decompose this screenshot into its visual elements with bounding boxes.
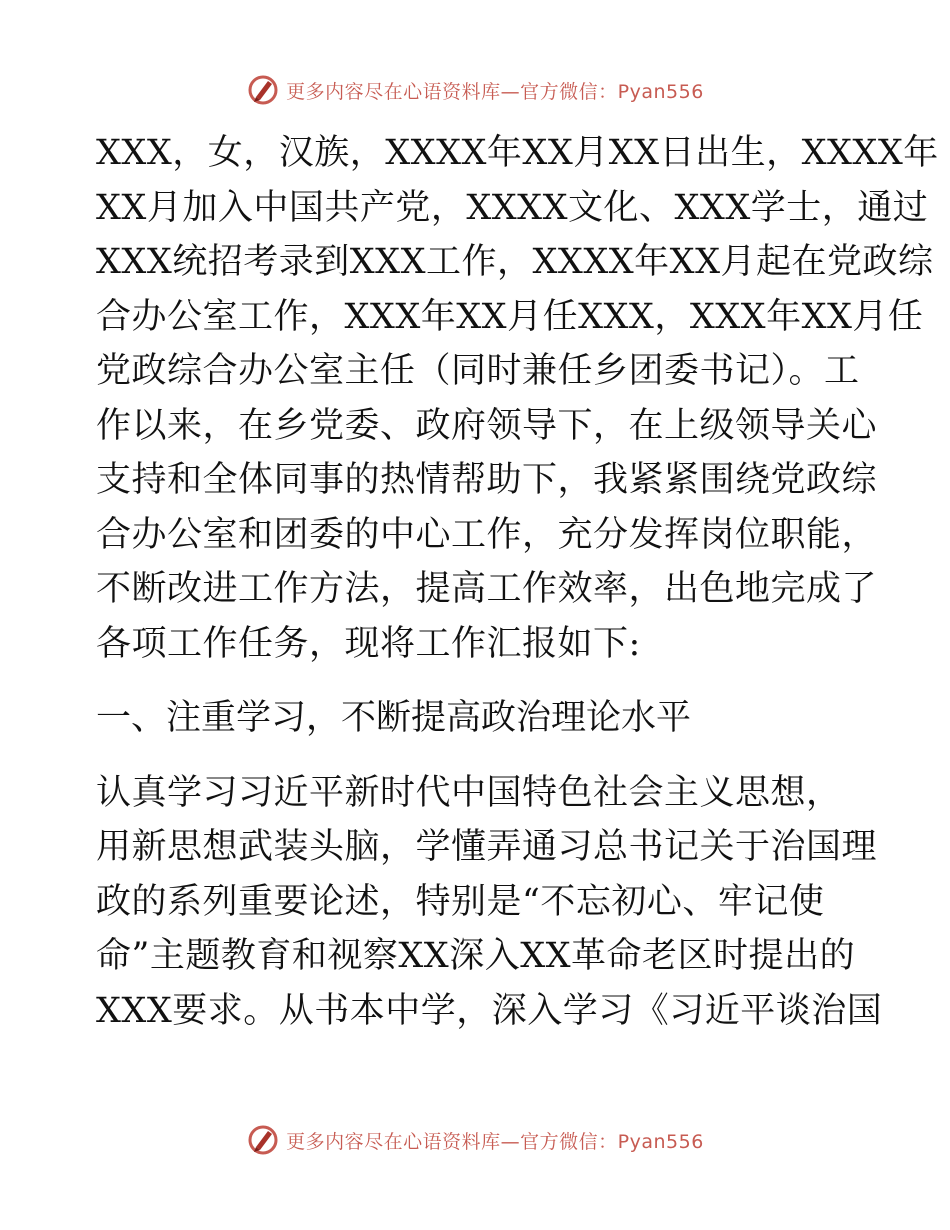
paragraph-study <box>96 766 883 1039</box>
text-line: 作以来，在乡党委、政府领导下，在上级领导关心 <box>96 405 878 446</box>
pen-logo-icon <box>246 73 280 107</box>
watermark-text: 更多内容尽在心语资料库—官方微信：Pyan556 <box>286 1130 704 1153</box>
document-body <box>96 126 939 1038</box>
text-line: 不断改进工作方法，提高工作效率，出色地完成了 <box>96 569 878 609</box>
watermark-text: 更多内容尽在心语资料库—官方微信：Pyan556 <box>286 80 704 103</box>
text-line: 用新思想武装头脑，学懂弄通习总书记关于治国理 <box>96 827 878 867</box>
text-line: 认真学习习近平新时代中国特色社会主义思想， <box>96 772 842 813</box>
text-line: 合办公室和团委的中心工作，充分发挥岗位职能， <box>96 514 878 555</box>
paragraph-intro <box>96 126 939 671</box>
text-line: 党政综合办公室主任（同时兼任乡团委书记）。工 <box>96 351 860 391</box>
text-line: 合办公室工作，XXX年XX月任XXX，XXX年XX月任 <box>96 296 924 337</box>
text-line: XXX要求。从书本中学，深入学习《习近平谈治国 <box>96 990 883 1031</box>
footer-watermark-banner <box>0 1120 950 1160</box>
text-line: XX月加入中国共产党，XXXX文化、XXX学士，通过 <box>96 187 929 228</box>
text-line: XXX统招考录到XXX工作，XXXX年XX月起在党政综 <box>96 242 934 282</box>
text-line: 政的系列重要论述，特别是“不忘初心、牢记使 <box>96 881 825 922</box>
section-heading: 一、注重学习，不断提高政治理论水平 <box>96 698 692 738</box>
pen-logo-icon <box>246 1123 280 1157</box>
text-line: 支持和全体同事的热情帮助下，我紧紧围绕党政综 <box>96 460 878 500</box>
text-line: XXX，女，汉族，XXXX年XX月XX日出生，XXXX年 <box>96 133 939 173</box>
text-line: 命”主题教育和视察XX深入XX革命老区时提出的 <box>96 936 856 976</box>
text-line: 各项工作任务，现将工作汇报如下: <box>96 623 641 664</box>
header-watermark-banner <box>0 70 950 110</box>
